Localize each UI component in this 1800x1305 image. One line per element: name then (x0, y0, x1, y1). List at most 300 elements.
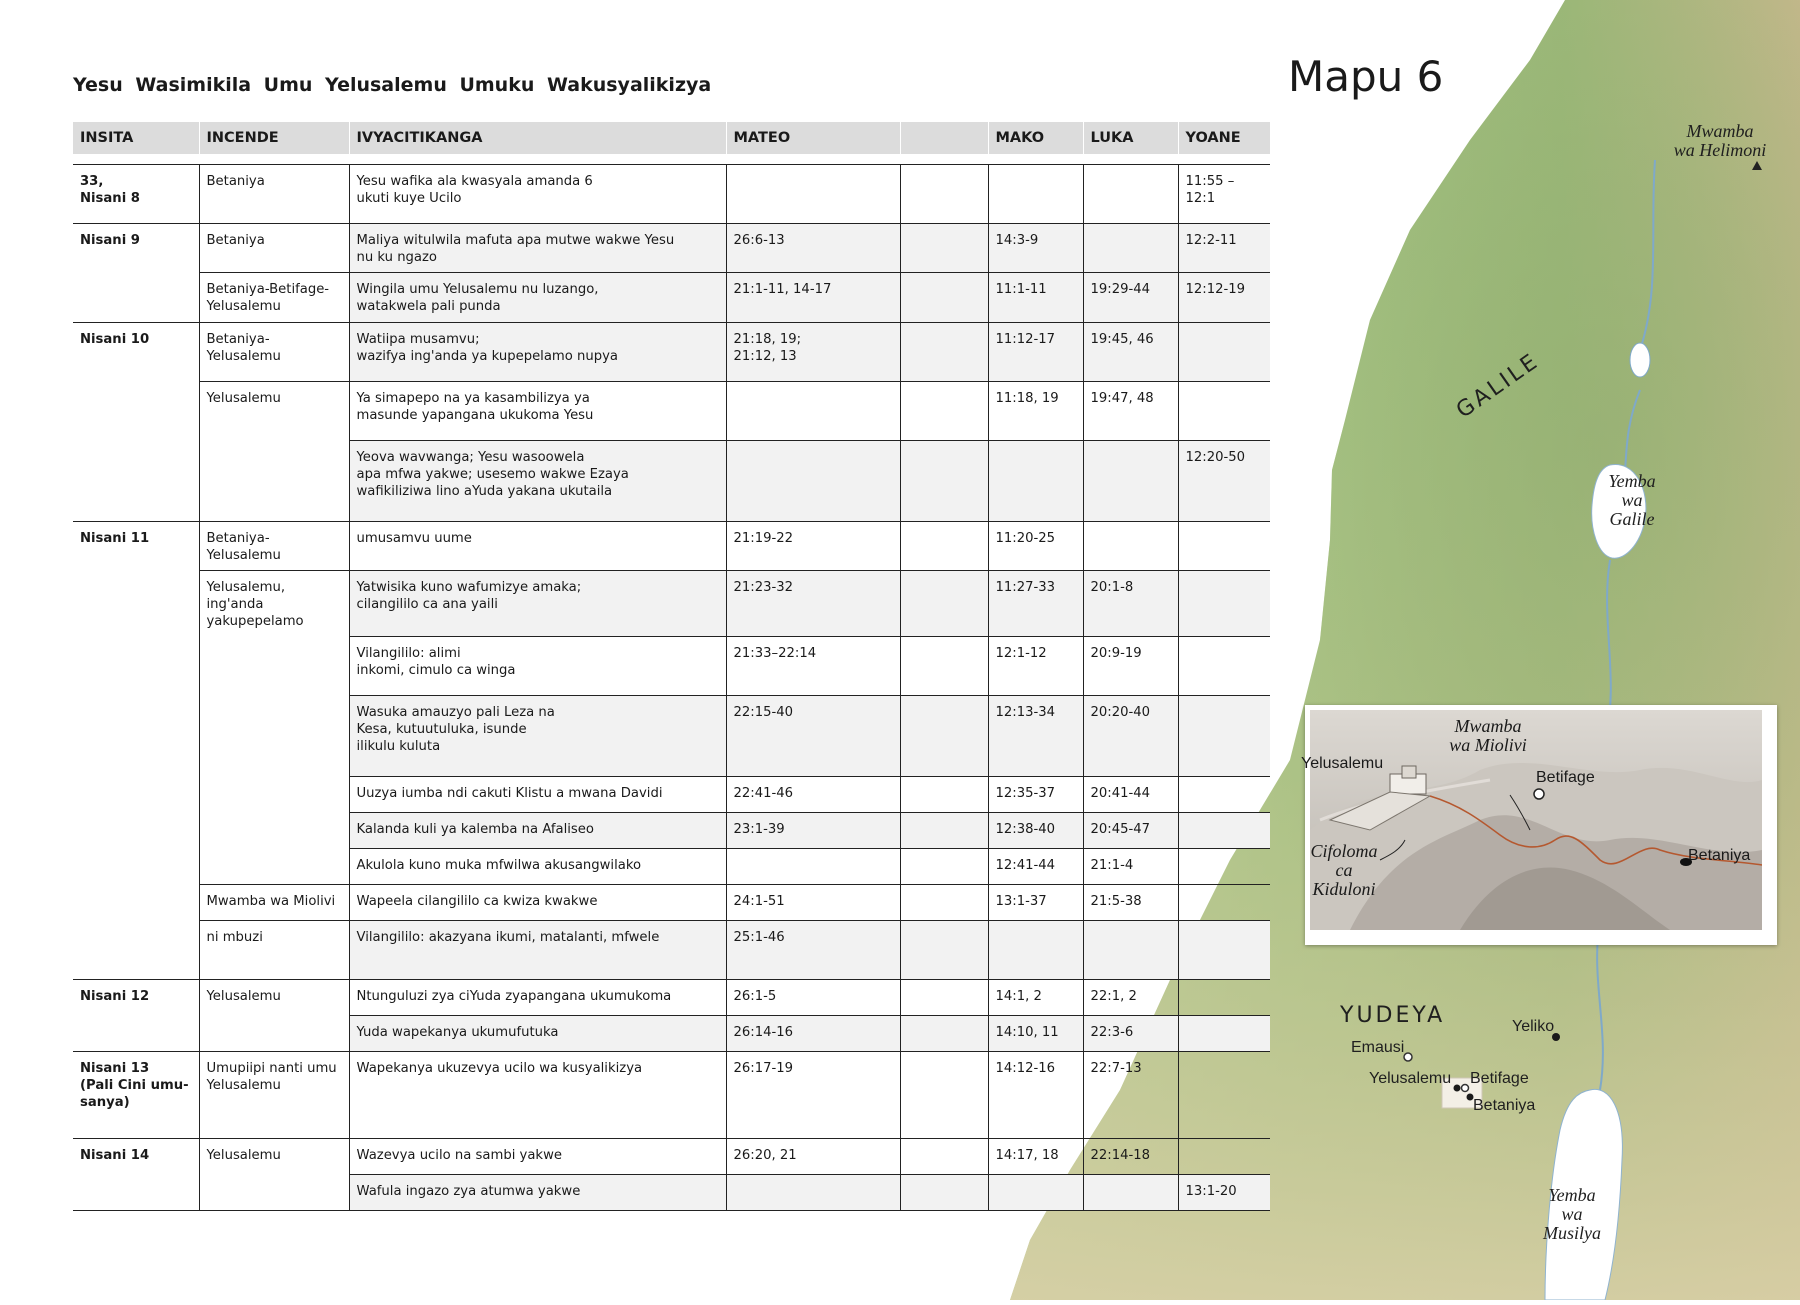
cell-place (199, 1138, 349, 1174)
cell-text: 11:18, 19 (995, 391, 1059, 406)
label-mount-hermon: Mwamba wa Helimoni (1673, 121, 1767, 160)
cell-gap (900, 812, 988, 848)
cell-place (199, 522, 349, 571)
cell-text: 33, Nisani 8 (80, 174, 140, 206)
cell-yoane (1178, 273, 1270, 323)
cell-text: Vilangililo: akazyana ikumi, matalanti, mfwele (356, 929, 660, 945)
cell-luka (1083, 1015, 1178, 1051)
cell-text: Nisani 11 (80, 531, 150, 546)
cell-event (349, 224, 726, 273)
cell-text: 22:7-13 (1090, 1060, 1142, 1076)
label-emmaus: Emausi (1351, 1039, 1405, 1056)
cell-event (349, 273, 726, 323)
table-row (73, 571, 1270, 637)
table-row (73, 636, 1270, 695)
cell-text: Betaniya (206, 174, 265, 189)
cell-text: 21:1-4 (1090, 857, 1134, 873)
cell-yoane (1178, 323, 1270, 382)
cell-event (349, 165, 726, 224)
header-mako: MAKO (988, 122, 1083, 154)
table-row (73, 884, 1270, 920)
cell-mako (988, 571, 1083, 637)
cell-date (73, 273, 199, 323)
cell-mako (988, 695, 1083, 776)
table-row (73, 695, 1270, 776)
cell-date (73, 848, 199, 884)
cell-event (349, 776, 726, 812)
table-row (73, 920, 1270, 979)
cell-place (199, 920, 349, 979)
cell-gap (900, 776, 988, 812)
cell-mako (988, 165, 1083, 224)
cell-text: Nisani 13 (Pali Cini umu- sanya) (80, 1060, 189, 1110)
cell-text: Nisani 12 (80, 988, 150, 1004)
cell-gap (900, 1051, 988, 1138)
cell-text: 12:38-40 (995, 821, 1056, 837)
cell-yoane (1178, 848, 1270, 884)
cell-mateo (726, 884, 900, 920)
cell-text: 11:12-17 (995, 332, 1056, 347)
cell-date (73, 382, 199, 441)
cell-text: 12:2-11 (1185, 233, 1237, 248)
page-title: Yesu Wasimikila Umu Yelusalemu Umuku Wakusyalikizya (73, 74, 712, 96)
cell-mako (988, 920, 1083, 979)
table-row (73, 1138, 1270, 1174)
label-jericho: Yeliko (1512, 1018, 1555, 1035)
cell-gap (900, 1138, 988, 1174)
map-number: Mapu 6 (1288, 52, 1444, 101)
cell-mako (988, 522, 1083, 571)
cell-event (349, 1138, 726, 1174)
cell-mateo (726, 522, 900, 571)
cell-text: Maliya witulwila mafuta apa mutwe wakwe Yesu nu ku ngazo (356, 233, 675, 265)
cell-text: 23:1-39 (733, 821, 785, 837)
cell-text: Wafula ingazo zya atumwa yakwe (356, 1183, 581, 1199)
cell-text: 20:20-40 (1090, 704, 1151, 720)
cell-yoane (1178, 1138, 1270, 1174)
cell-text: 21:1-11, 14-17 (733, 282, 832, 297)
cell-text: Yuda wapekanya ukumufutuka (356, 1024, 559, 1040)
cell-yoane (1178, 636, 1270, 695)
cell-text: 20:1-8 (1090, 580, 1134, 595)
cell-text: 12:1-12 (995, 645, 1047, 661)
cell-place (199, 695, 349, 776)
table-row (73, 224, 1270, 273)
cell-text: 11:1-11 (995, 282, 1047, 297)
cell-mako (988, 323, 1083, 382)
cell-text: umusamvu uume (356, 531, 472, 546)
cell-text: 20:41-44 (1090, 785, 1151, 801)
cell-luka (1083, 848, 1178, 884)
cell-text: 22:1, 2 (1090, 988, 1137, 1004)
cell-event (349, 1051, 726, 1138)
header-ivyacitikanga: IVYACITIKANGA (349, 122, 726, 154)
cell-luka (1083, 571, 1178, 637)
events-table (73, 122, 1270, 1211)
cell-text: 24:1-51 (733, 893, 785, 909)
cell-mako (988, 1015, 1083, 1051)
cell-text: 13:1-37 (995, 893, 1047, 909)
cell-text: Betaniya-Yelusalemu (206, 332, 281, 364)
cell-luka (1083, 323, 1178, 382)
header-insita: INSITA (73, 122, 199, 154)
cell-text: 21:5-38 (1090, 893, 1142, 909)
cell-date (73, 636, 199, 695)
cell-gap (900, 884, 988, 920)
cell-event (349, 636, 726, 695)
cell-mateo (726, 571, 900, 637)
cell-text: Ntunguluzi zya ciYuda zyapangana ukumukoma (356, 988, 672, 1004)
cell-yoane (1178, 571, 1270, 637)
label-bethany: Betaniya (1473, 1097, 1536, 1114)
cell-luka (1083, 224, 1178, 273)
cell-text: 26:1-5 (733, 988, 777, 1004)
cell-date (73, 979, 199, 1015)
cell-text: 22:41-46 (733, 785, 794, 801)
cell-text: Wingila umu Yelusalemu nu luzango, watakwela pali punda (356, 282, 599, 314)
cell-place (199, 884, 349, 920)
cell-text: 20:9-19 (1090, 645, 1142, 661)
header-incende: INCENDE (199, 122, 349, 154)
cell-mateo (726, 812, 900, 848)
cell-text: 14:17, 18 (995, 1147, 1059, 1163)
cell-text: 22:3-6 (1090, 1024, 1134, 1040)
cell-text: Akulola kuno muka mfwilwa akusangwilako (356, 857, 642, 873)
cell-gap (900, 323, 988, 382)
cell-text: Betaniya-Yelusalemu (206, 531, 281, 563)
header-luka: LUKA (1083, 122, 1178, 154)
cell-mako (988, 441, 1083, 522)
cell-mateo (726, 441, 900, 522)
cell-text: 26:6-13 (733, 233, 785, 248)
cell-event (349, 1174, 726, 1210)
cell-text: 14:10, 11 (995, 1024, 1059, 1040)
cell-mateo (726, 224, 900, 273)
cell-mateo (726, 1015, 900, 1051)
table-row (73, 812, 1270, 848)
cell-mateo (726, 1174, 900, 1210)
cell-gap (900, 920, 988, 979)
emmaus-dot (1404, 1053, 1412, 1061)
cell-gap (900, 522, 988, 571)
cell-place (199, 979, 349, 1015)
cell-mateo (726, 920, 900, 979)
cell-gap (900, 695, 988, 776)
cell-mako (988, 1138, 1083, 1174)
inset-label-kidron: Cifoloma ca Kiduloni (1310, 841, 1378, 899)
cell-text: 21:18, 19; 21:12, 13 (733, 332, 802, 364)
cell-mateo (726, 323, 900, 382)
cell-date (73, 165, 199, 224)
cell-text: 11:55 – 12:1 (1185, 174, 1235, 206)
cell-mateo (726, 636, 900, 695)
cell-date (73, 1138, 199, 1174)
cell-yoane (1178, 920, 1270, 979)
cell-text: 26:20, 21 (733, 1147, 797, 1163)
lake-huleh (1630, 343, 1650, 377)
cell-yoane (1178, 776, 1270, 812)
cell-text: 12:20-50 (1185, 450, 1246, 465)
label-dead-sea: Yemba wa Musilya (1543, 1185, 1601, 1243)
cell-text: Wapeela cilangililo ca kwiza kwakwe (356, 893, 598, 909)
cell-gap (900, 1174, 988, 1210)
cell-text: 11:27-33 (995, 580, 1056, 595)
cell-gap (900, 441, 988, 522)
cell-date (73, 776, 199, 812)
cell-text: 19:29-44 (1090, 282, 1151, 297)
table-row (73, 441, 1270, 522)
cell-text: 26:14-16 (733, 1024, 794, 1040)
cell-event (349, 441, 726, 522)
cell-mako (988, 224, 1083, 273)
cell-text: 21:23-32 (733, 580, 794, 595)
cell-text: Mwamba wa Miolivi (206, 893, 336, 909)
header-mateo: MATEO (726, 122, 900, 154)
cell-text: Vilangililo: alimi inkomi, cimulo ca winga (356, 645, 516, 678)
cell-yoane (1178, 441, 1270, 522)
cell-place (199, 224, 349, 273)
cell-yoane (1178, 979, 1270, 1015)
cell-gap (900, 382, 988, 441)
inset-bethphage-dot (1534, 789, 1544, 799)
inset-label-bethphage: Betifage (1536, 769, 1595, 786)
table-row (73, 776, 1270, 812)
cell-text: 12:35-37 (995, 785, 1056, 801)
table-row (73, 979, 1270, 1015)
cell-yoane (1178, 224, 1270, 273)
cell-text: Nisani 10 (80, 332, 150, 347)
cell-text: 21:19-22 (733, 531, 794, 546)
cell-luka (1083, 636, 1178, 695)
cell-date (73, 224, 199, 273)
label-bethphage: Betifage (1470, 1070, 1529, 1087)
cell-luka (1083, 382, 1178, 441)
inset-label-mount-olives: Mwamba wa Miolivi (1449, 716, 1527, 755)
bethphage-dot (1462, 1085, 1469, 1092)
cell-yoane (1178, 812, 1270, 848)
cell-yoane (1178, 1051, 1270, 1138)
cell-luka (1083, 1138, 1178, 1174)
cell-place (199, 382, 349, 441)
cell-gap (900, 848, 988, 884)
cell-date (73, 1174, 199, 1210)
cell-text: Wasuka amauzyo pali Leza na Kesa, kutuutuluka, isunde ilikulu kuluta (356, 704, 555, 754)
cell-text: Betaniya (206, 233, 265, 248)
cell-text: 22:15-40 (733, 704, 794, 720)
cell-date (73, 812, 199, 848)
cell-text: Yeova wavwanga; Yesu wasoowela apa mfwa yakwe; usesemo wakwe Ezaya wafikiliziwa lino aYuda yakana ukutaila (356, 450, 629, 499)
cell-place (199, 441, 349, 522)
cell-text: Nisani 14 (80, 1147, 150, 1163)
cell-text: 21:33–22:14 (733, 645, 817, 661)
cell-luka (1083, 695, 1178, 776)
cell-luka (1083, 812, 1178, 848)
cell-event (349, 884, 726, 920)
cell-event (349, 1015, 726, 1051)
cell-text: 12:12-19 (1185, 282, 1246, 297)
cell-place (199, 323, 349, 382)
cell-gap (900, 224, 988, 273)
cell-luka (1083, 1051, 1178, 1138)
inset-label-bethany: Betaniya (1688, 847, 1751, 864)
cell-date (73, 695, 199, 776)
cell-date (73, 920, 199, 979)
cell-date (73, 1015, 199, 1051)
table-row (73, 382, 1270, 441)
inset-relief-view (1301, 705, 1777, 945)
cell-mateo (726, 165, 900, 224)
cell-place (199, 636, 349, 695)
table-body (73, 154, 1270, 1210)
cell-mako (988, 812, 1083, 848)
label-judea: YUDEYA (1340, 1003, 1446, 1028)
cell-text: Yelusalemu (206, 988, 281, 1004)
cell-text: 19:45, 46 (1090, 332, 1154, 347)
cell-yoane (1178, 165, 1270, 224)
cell-event (349, 695, 726, 776)
cell-mako (988, 273, 1083, 323)
inset-label-jerusalem: Yelusalemu (1301, 755, 1384, 772)
table-row (73, 1015, 1270, 1051)
header-blank (900, 122, 988, 154)
cell-event (349, 979, 726, 1015)
table-row (73, 165, 1270, 224)
cell-luka (1083, 165, 1178, 224)
cell-mateo (726, 1051, 900, 1138)
cell-mako (988, 382, 1083, 441)
cell-mako (988, 848, 1083, 884)
cell-text: 14:1, 2 (995, 988, 1042, 1004)
cell-text: 14:12-16 (995, 1060, 1056, 1076)
cell-mako (988, 1174, 1083, 1210)
table-row (73, 522, 1270, 571)
cell-gap (900, 636, 988, 695)
cell-luka (1083, 884, 1178, 920)
cell-text: ni mbuzi (206, 929, 263, 945)
cell-event (349, 522, 726, 571)
cell-mako (988, 776, 1083, 812)
cell-place (199, 1174, 349, 1210)
cell-yoane (1178, 1174, 1270, 1210)
cell-luka (1083, 920, 1178, 979)
table-header-row (73, 122, 1270, 154)
cell-event (349, 323, 726, 382)
cell-text: 14:3-9 (995, 233, 1039, 248)
cell-text: Yatwisika kuno wafumizye amaka; cilangililo ca ana yaili (356, 580, 582, 612)
cell-mateo (726, 1138, 900, 1174)
cell-event (349, 848, 726, 884)
cell-mateo (726, 382, 900, 441)
cell-text: Betaniya-Betifage- Yelusalemu (206, 282, 330, 314)
table-row (73, 323, 1270, 382)
cell-text: Wazevya ucilo na sambi yakwe (356, 1147, 562, 1163)
cell-event (349, 920, 726, 979)
cell-text: Nisani 9 (80, 233, 140, 248)
cell-date (73, 884, 199, 920)
cell-luka (1083, 1174, 1178, 1210)
table-row (73, 1174, 1270, 1210)
cell-yoane (1178, 695, 1270, 776)
cell-date (73, 571, 199, 637)
cell-date (73, 323, 199, 382)
cell-event (349, 571, 726, 637)
table-row (73, 848, 1270, 884)
cell-mako (988, 979, 1083, 1015)
cell-luka (1083, 522, 1178, 571)
cell-text: 22:14-18 (1090, 1147, 1151, 1163)
cell-gap (900, 1015, 988, 1051)
cell-text: 12:41-44 (995, 857, 1056, 873)
cell-luka (1083, 441, 1178, 522)
cell-event (349, 812, 726, 848)
cell-event (349, 382, 726, 441)
cell-yoane (1178, 884, 1270, 920)
cell-place (199, 776, 349, 812)
cell-gap (900, 571, 988, 637)
cell-text: Yelusalemu, ing'anda yakupepelamo (206, 580, 304, 629)
cell-text: 12:13-34 (995, 704, 1056, 720)
cell-place (199, 1015, 349, 1051)
cell-text: Kalanda kuli ya kalemba na Afaliseo (356, 821, 594, 837)
header-yoane: YOANE (1178, 122, 1270, 154)
cell-text: 25:1-46 (733, 929, 785, 945)
cell-mako (988, 884, 1083, 920)
cell-date (73, 522, 199, 571)
cell-text: 26:17-19 (733, 1060, 794, 1076)
cell-text: Uuzya iumba ndi cakuti Klistu a mwana Davidi (356, 785, 663, 801)
cell-place (199, 848, 349, 884)
label-jerusalem: Yelusalemu (1369, 1070, 1452, 1087)
label-sea-of-galilee: Yemba wa Galile (1608, 471, 1656, 529)
cell-place (199, 1051, 349, 1138)
cell-date (73, 441, 199, 522)
cell-text: Watiipa musamvu; wazifya ing'anda ya kupepelamo nupya (356, 332, 619, 364)
cell-luka (1083, 273, 1178, 323)
cell-mateo (726, 273, 900, 323)
cell-yoane (1178, 1015, 1270, 1051)
cell-text: 20:45-47 (1090, 821, 1151, 837)
table-row (73, 1051, 1270, 1138)
cell-yoane (1178, 382, 1270, 441)
cell-mako (988, 1051, 1083, 1138)
cell-place (199, 165, 349, 224)
cell-place (199, 812, 349, 848)
jerusalem-dot (1454, 1085, 1461, 1092)
cell-text: Umupiipi nanti umu Yelusalemu (206, 1060, 337, 1093)
cell-text: Yelusalemu (206, 1147, 281, 1163)
cell-place (199, 273, 349, 323)
cell-gap (900, 165, 988, 224)
cell-mako (988, 636, 1083, 695)
cell-text: 19:47, 48 (1090, 391, 1154, 406)
cell-text: Wapekanya ukuzevya ucilo wa kusyalikizya (356, 1060, 643, 1076)
cell-text: Ya simapepo na ya kasambilizya ya masunde yapangana ukukoma Yesu (356, 391, 594, 423)
cell-text: Yesu wafika ala kwasyala amanda 6 ukuti kuye Ucilo (356, 174, 593, 206)
cell-mateo (726, 979, 900, 1015)
cell-text: 11:20-25 (995, 531, 1056, 546)
cell-gap (900, 273, 988, 323)
cell-mateo (726, 695, 900, 776)
cell-gap (900, 979, 988, 1015)
cell-date (73, 1051, 199, 1138)
cell-luka (1083, 776, 1178, 812)
cell-text: 13:1-20 (1185, 1183, 1237, 1199)
cell-place (199, 571, 349, 637)
cell-yoane (1178, 522, 1270, 571)
cell-text: Yelusalemu (206, 391, 281, 406)
cell-luka (1083, 979, 1178, 1015)
cell-mateo (726, 776, 900, 812)
